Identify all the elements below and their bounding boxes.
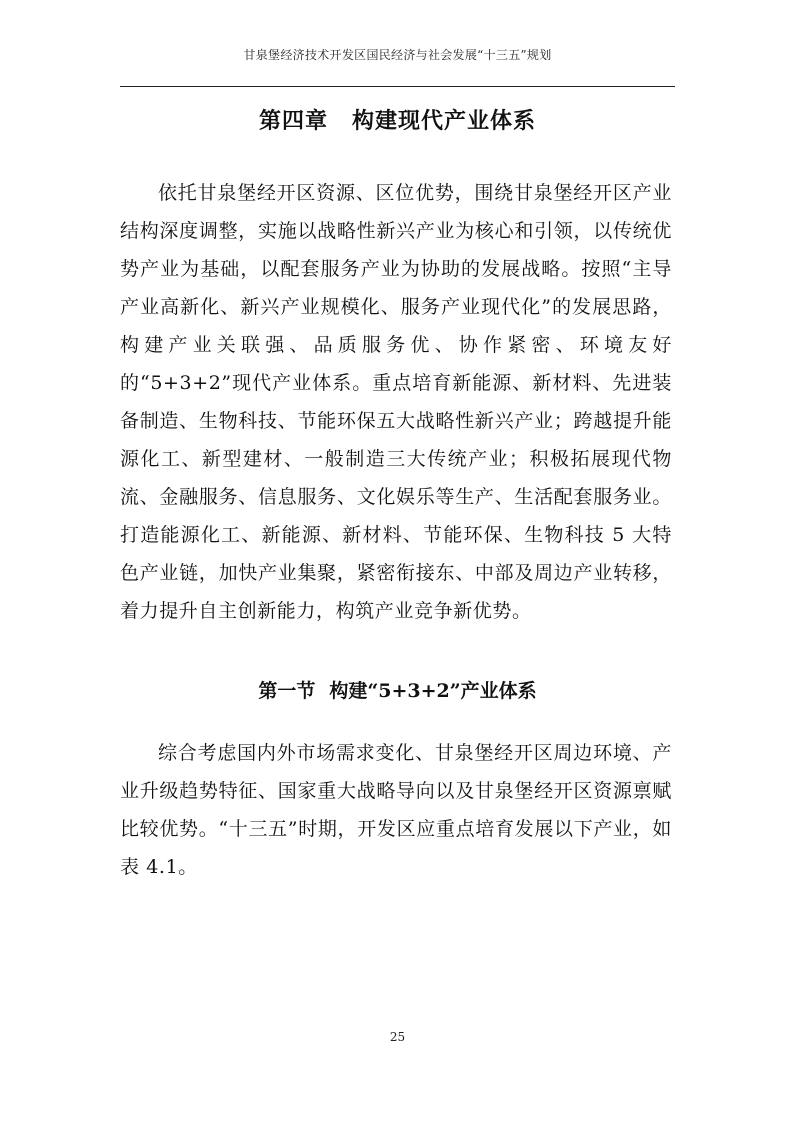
section-name: 构建“5+3+2”产业体系 — [329, 680, 537, 702]
section-paragraph: 综合考虑国内外市场需求变化、甘泉堡经开区周边环境、产业升级趋势特征、国家重大战略导向以及甘泉堡经开区资源禀赋比较优势。“十三五”时期，开发区应重点培育发展以下产业，如表 4.1。 — [120, 742, 672, 878]
header-divider — [120, 86, 675, 87]
intro-paragraph: 依托甘泉堡经开区资源、区位优势，围绕甘泉堡经开区产业结构深度调整，实施以战略性新兴产业为核心和引领，以传统优势产业为基础，以配套服务产业为协助的发展战略。按照“主导产业高新化、新兴产业规模化、服务产业现代化”的发展思路，构建产业关联强、品质服务优、协作紧密、环境友好的“5+3+2”现代产业体系。重点培育新能源、新材料、先进装备制造、生物科技、节能环保五大战略性新兴产业；跨越提升能源化工、新型建材、一般制造三大传统产业；积极拓展现代物流、金融服务、信息服务、文化娱乐等生产、生活配套服务业。打造能源化工、新能源、新材料、节能环保、生物科技 5 大特色产业链，加快产业集聚，紧密衔接东、中部及周边产业转移，着力提升自主创新能力，构筑产业竞争新优势。 — [120, 182, 672, 622]
section-title — [120, 676, 675, 703]
page-number: 25 — [389, 1030, 406, 1044]
chapter-number: 第四章 — [258, 108, 328, 134]
section-number: 第一节 — [258, 680, 316, 702]
chapter-title — [120, 104, 675, 135]
chapter-name: 构建现代产业体系 — [352, 108, 537, 134]
running-header: 甘泉堡经济技术开发区国民经济与社会发展“十三五”规划 — [243, 48, 552, 62]
